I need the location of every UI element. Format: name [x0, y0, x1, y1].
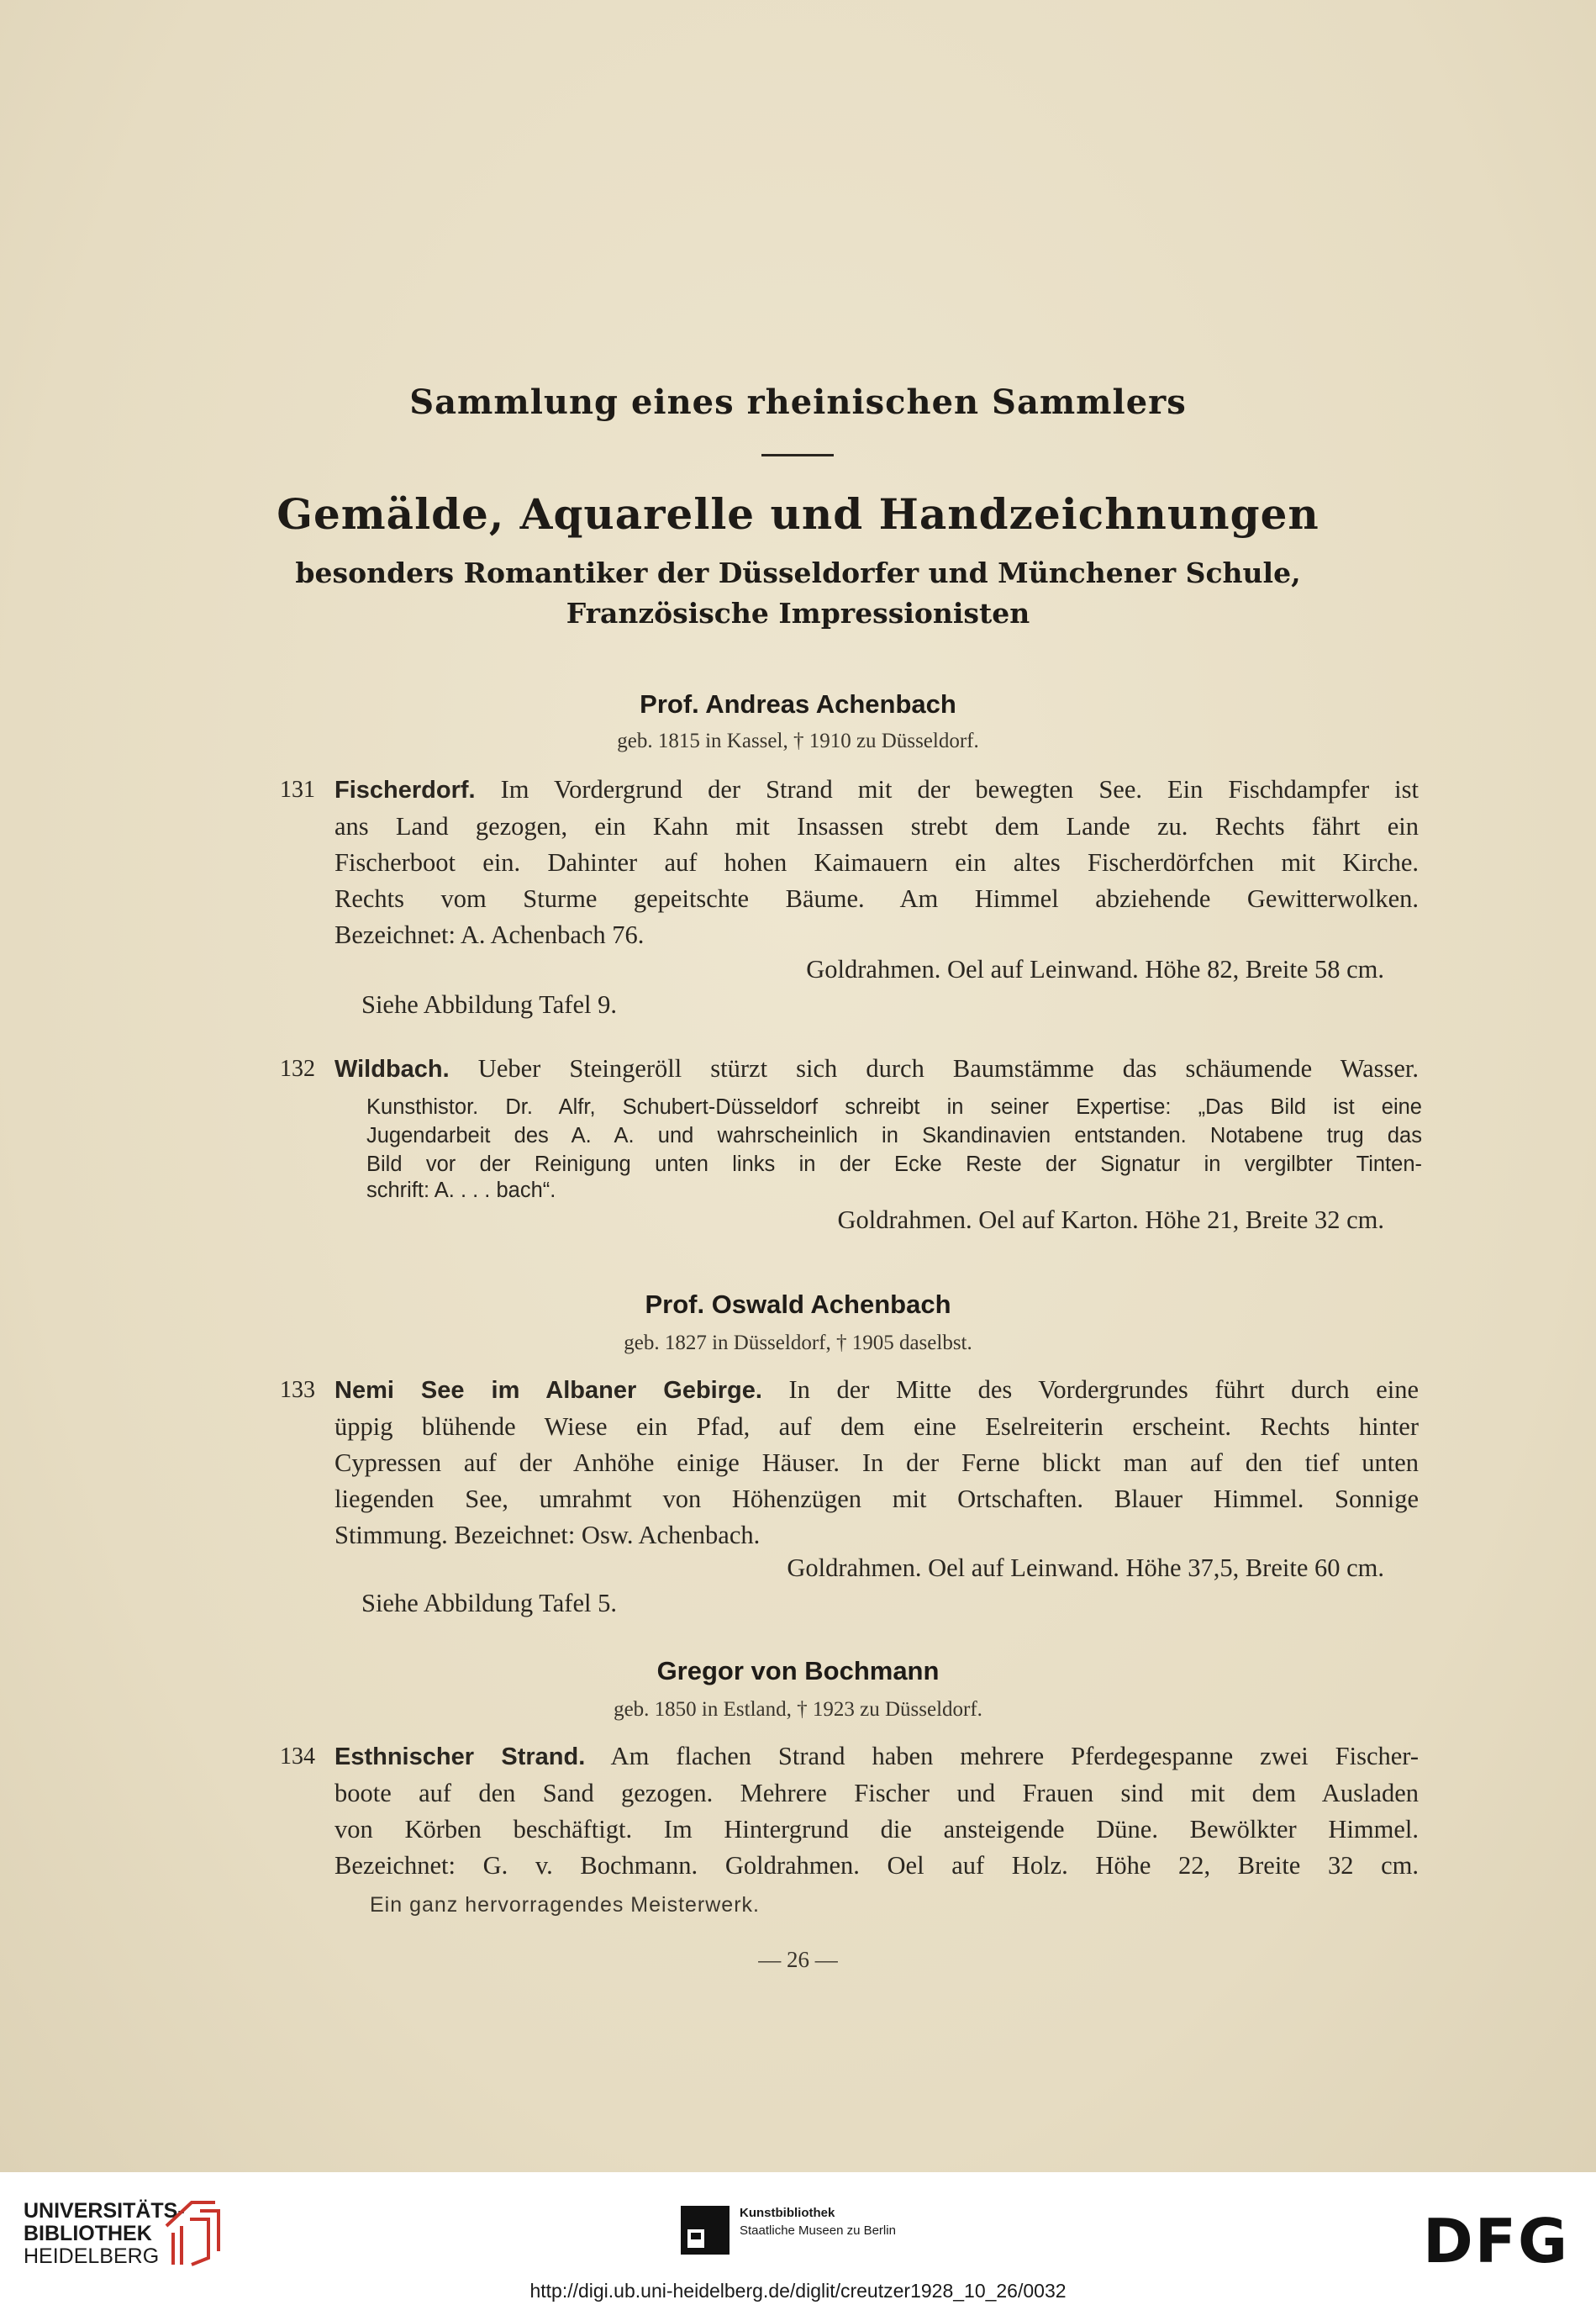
frame-details: Goldrahmen. Oel auf Leinwand. Höhe 37,5, Breite 60 cm. [787, 1553, 1384, 1582]
entry-signature: Bezeichnet: A. Achenbach 76. [334, 920, 645, 949]
expertise-line: Bild vor der Reinigung unten links in der Ecke Reste der Signatur in vergilbter Tinten- [366, 1152, 1422, 1176]
entry-line: boote auf den Sand gezogen. Mehrere Fischer und Frauen sind mit dem Ausladen [334, 1779, 1419, 1807]
artist-name: Prof. Andreas Achenbach [640, 689, 956, 719]
ub-line: UNIVERSITÄTS- [24, 2199, 185, 2223]
entry-line: Rechts vom Sturme gepeitschte Bäume. Am Himmel abziehende Gewitterwolken. [334, 884, 1419, 913]
kunstbibliothek-wordmark [740, 2204, 896, 2239]
entry-line: Cypressen auf der Anhöhe einige Häuser. In der Ferne blickt man auf den tief unten [334, 1448, 1419, 1477]
subtitle-line-1: besonders Romantiker der Düsseldorfer und Münchener Schule, [295, 556, 1301, 589]
footer-bar [0, 2172, 1596, 2305]
expertise-line: Kunsthistor. Dr. Alfr, Schubert-Düsseldorf schreibt in seiner Expertise: „Das Bild ist eine [366, 1095, 1422, 1119]
entry-line: von Körben beschäftigt. Im Hintergrund die ansteigende Düne. Bewölkter Himmel. [334, 1815, 1419, 1843]
entry-number: 134 [280, 1743, 315, 1770]
catalog-entry-134 [280, 1738, 1419, 1884]
page-number: — 26 — [758, 1947, 838, 1972]
entry-line [334, 1051, 1419, 1088]
artist-name: Prof. Oswald Achenbach [645, 1290, 951, 1319]
subtitle-line-2: Französische Impressionisten [566, 597, 1030, 630]
entry-signature: Stimmung. Bezeichnet: Osw. Achenbach. [334, 1521, 761, 1549]
permalink-url[interactable]: http://digi.ub.uni-heidelberg.de/diglit/creutzer1928_10_26/0032 [529, 2280, 1067, 2302]
dfg-logo: DFG [1423, 2206, 1570, 2276]
entry-text: Im Vordergrund der Strand mit der bewegten See. Ein Fischdampfer ist [475, 775, 1419, 804]
plate-reference: Siehe Abbildung Tafel 5. [361, 1589, 617, 1617]
artist-life-dates: geb. 1850 in Estland, † 1923 zu Düsseldorf. [614, 1698, 982, 1721]
entry-text: Ueber Steingeröll stürzt sich durch Baumstämme das schäumende Wasser. [449, 1054, 1419, 1083]
frame-details: Goldrahmen. Oel auf Leinwand. Höhe 82, Breite 58 cm. [806, 955, 1384, 984]
entry-line: üppig blühende Wiese ein Pfad, auf dem eine Eselreiterin erscheint. Rechts hinter [334, 1412, 1419, 1441]
entry-number: 131 [280, 777, 315, 803]
main-title: Gemälde, Aquarelle und Handzeichnungen [277, 489, 1319, 539]
collection-title: Sammlung eines rheinischen Sammlers [409, 382, 1187, 422]
entry-title: Wildbach. [334, 1056, 450, 1083]
plate-reference: Siehe Abbildung Tafel 9. [361, 990, 617, 1019]
catalog-entry-133 [280, 1372, 1419, 1553]
expertise-line: Jugendarbeit des A. A. und wahrscheinlich in Skandinavien entstanden. Notabene trug das [366, 1124, 1422, 1147]
catalog-entry-132 [280, 1051, 1419, 1088]
kb-name: Kunstbibliothek [740, 2206, 835, 2220]
entry-line [334, 1738, 1419, 1775]
kunstbibliothek-logo-icon [681, 2206, 730, 2255]
entry-line: liegenden See, umrahmt von Höhenzügen mit Ortschaften. Blauer Himmel. Sonnige [334, 1485, 1419, 1513]
entry-number: 133 [280, 1377, 315, 1403]
frame-details: Goldrahmen. Oel auf Karton. Höhe 21, Breite 32 cm. [837, 1205, 1384, 1234]
entry-title: Esthnischer Strand. [334, 1743, 586, 1770]
ub-line: BIBLIOTHEK [24, 2222, 152, 2245]
entry-line: ans Land gezogen, ein Kahn mit Insassen strebt dem Lande zu. Rechts fährt ein [334, 812, 1419, 841]
entry-text: Am flachen Strand haben mehrere Pferdegespanne zwei Fischer- [585, 1742, 1419, 1770]
artist-life-dates: geb. 1815 in Kassel, † 1910 zu Düsseldorf. [617, 730, 979, 752]
entry-title: Fischerdorf. [334, 777, 476, 804]
entry-line [334, 772, 1419, 809]
entry-number: 132 [280, 1056, 315, 1082]
ub-heidelberg-logo-icon [158, 2192, 225, 2268]
artist-life-dates: geb. 1827 in Düsseldorf, † 1905 daselbst. [624, 1332, 972, 1354]
entry-note: Ein ganz hervorragendes Meisterwerk. [370, 1893, 760, 1917]
entry-line: Fischerboot ein. Dahinter auf hohen Kaimauern ein altes Fischerdörfchen mit Kirche. [334, 848, 1419, 877]
entry-text: In der Mitte des Vordergrundes führt durch eine [761, 1375, 1419, 1404]
expertise-line: schrift: A. . . . bach“. [366, 1179, 556, 1202]
entry-title: Nemi See im Albaner Gebirge. [334, 1377, 762, 1404]
entry-line: Bezeichnet: G. v. Bochmann. Goldrahmen. Oel auf Holz. Höhe 22, Breite 32 cm. [334, 1851, 1419, 1880]
title-divider [761, 454, 834, 456]
artist-name: Gregor von Bochmann [656, 1656, 940, 1685]
kunstbibliothek-mark-icon [681, 2206, 730, 2255]
catalog-entry-131 [280, 772, 1419, 953]
ub-line: HEIDELBERG [24, 2244, 160, 2268]
kb-subtitle: Staatliche Museen zu Berlin [740, 2223, 896, 2238]
entry-line [334, 1372, 1419, 1409]
